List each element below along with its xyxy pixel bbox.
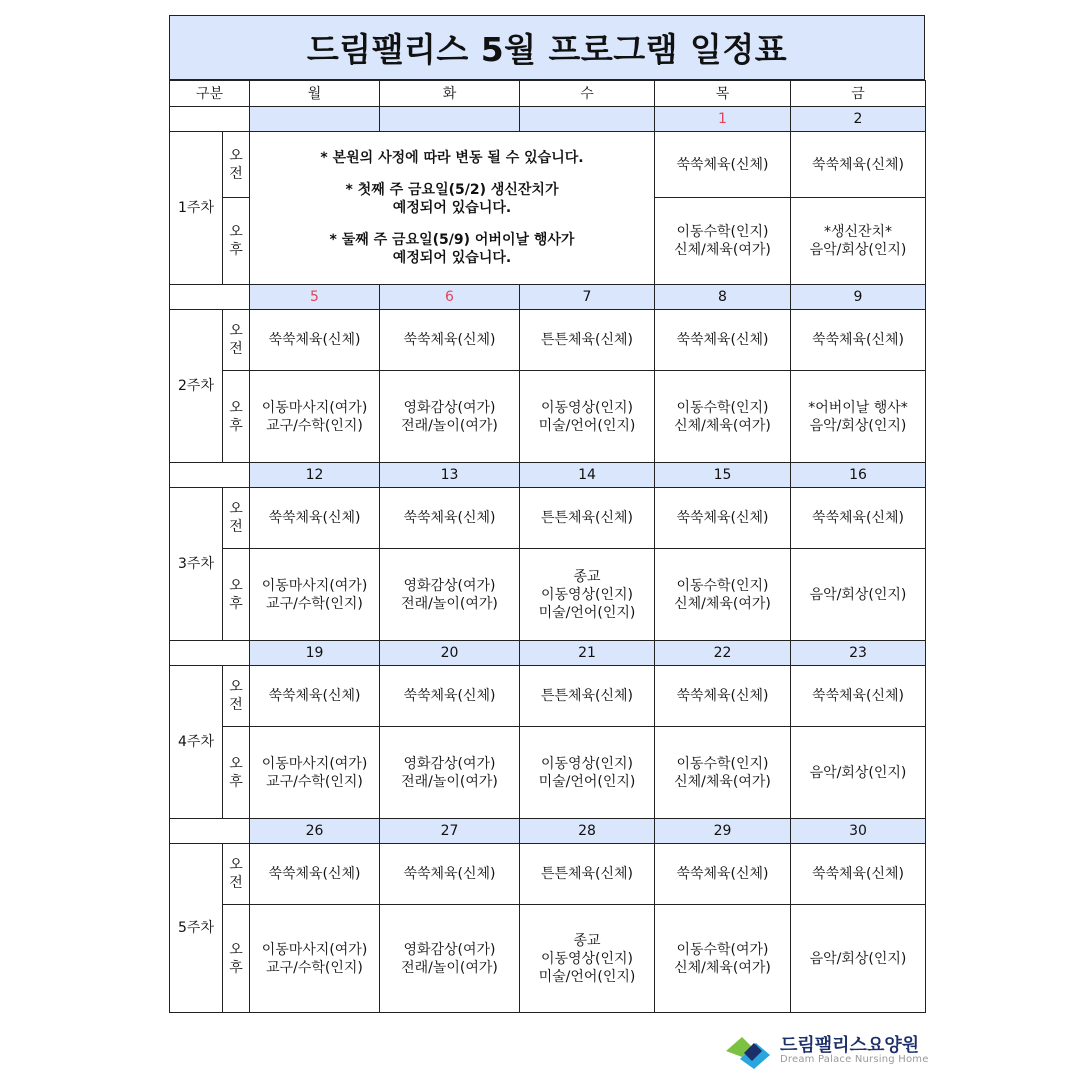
activity-cell: 쑥쑥체육(신체) [250, 310, 380, 371]
activity-cell: 쑥쑥체육(신체) [791, 310, 926, 371]
date-cell: 12 [250, 463, 380, 488]
header-day-mon: 월 [250, 81, 380, 107]
date-row-spacer [170, 107, 250, 132]
date-cell: 15 [655, 463, 791, 488]
activity-cell: 이동마사지(여가) 교구/수학(인지) [250, 549, 380, 641]
activity-cell: 음악/회상(인지) [791, 549, 926, 641]
week2-pm-row [170, 371, 926, 463]
activity-cell: *어버이날 행사* 음악/회상(인지) [791, 371, 926, 463]
page-title: 드림팰리스 5월 프로그램 일정표 [169, 15, 925, 80]
activity-cell: 이동마사지(여가) 교구/수학(인지) [250, 727, 380, 819]
activity-cell: 쑥쑥체육(신체) [791, 666, 926, 727]
activity-cell: 이동수학(여가) 신체/체육(여가) [655, 905, 791, 1013]
date-cell-holiday: 5 [250, 285, 380, 310]
period-am: 오전 [223, 488, 250, 549]
activity-cell: 이동수학(인지) 신체/체육(여가) [655, 371, 791, 463]
notice-line: * 첫째 주 금요일(5/2) 생신잔치가 예정되어 있습니다. [345, 182, 559, 216]
period-am: 오전 [223, 666, 250, 727]
week1-am-row [170, 132, 926, 198]
week3-am-row [170, 488, 926, 549]
date-row-spacer [170, 463, 250, 488]
activity-cell: 쑥쑥체육(신체) [250, 488, 380, 549]
activity-cell: 튼튼체육(신체) [520, 666, 655, 727]
activity-cell: 쑥쑥체육(신체) [655, 488, 791, 549]
date-cell: 13 [380, 463, 520, 488]
date-row-week4 [170, 641, 926, 666]
date-cell: 7 [520, 285, 655, 310]
date-cell: 22 [655, 641, 791, 666]
activity-cell: 쑥쑥체육(신체) [655, 844, 791, 905]
activity-cell: 쑥쑥체육(신체) [655, 666, 791, 727]
activity-cell: 영화감상(여가) 전래/놀이(여가) [380, 371, 520, 463]
date-cell: 9 [791, 285, 926, 310]
date-cell-holiday: 6 [380, 285, 520, 310]
header-category: 구분 [170, 81, 250, 107]
week-label: 4주차 [170, 666, 223, 819]
date-cell [520, 107, 655, 132]
date-cell: 8 [655, 285, 791, 310]
notice-box [250, 132, 655, 285]
schedule-table [169, 80, 926, 1013]
date-cell [380, 107, 520, 132]
activity-cell: 쑥쑥체육(신체) [250, 666, 380, 727]
date-cell: 14 [520, 463, 655, 488]
header-day-thu: 목 [655, 81, 791, 107]
notice-line: * 본원의 사정에 따라 변동 될 수 있습니다. [320, 150, 584, 166]
schedule-sheet [169, 15, 925, 1013]
activity-cell: 튼튼체육(신체) [520, 310, 655, 371]
brand-logo [722, 1027, 932, 1073]
period-pm: 오후 [223, 371, 250, 463]
activity-cell: 쑥쑥체육(신체) [250, 844, 380, 905]
week5-pm-row [170, 905, 926, 1013]
header-row [170, 81, 926, 107]
activity-cell: 쑥쑥체육(신체) [655, 132, 791, 198]
date-row-week3 [170, 463, 926, 488]
week-label: 2주차 [170, 310, 223, 463]
activity-cell: 음악/회상(인지) [791, 905, 926, 1013]
activity-cell: 쑥쑥체육(신체) [791, 132, 926, 198]
activity-cell: 이동영상(인지) 미술/언어(인지) [520, 727, 655, 819]
date-row-week1 [170, 107, 926, 132]
week-label: 3주차 [170, 488, 223, 641]
date-cell: 28 [520, 819, 655, 844]
week-label: 5주차 [170, 844, 223, 1013]
date-row-week5 [170, 819, 926, 844]
date-cell: 29 [655, 819, 791, 844]
period-pm: 오후 [223, 727, 250, 819]
date-cell: 2 [791, 107, 926, 132]
activity-cell: 이동수학(인지) 신체/체육(여가) [655, 198, 791, 285]
activity-cell: 이동영상(인지) 미술/언어(인지) [520, 371, 655, 463]
date-row-spacer [170, 285, 250, 310]
week5-am-row [170, 844, 926, 905]
week4-pm-row [170, 727, 926, 819]
date-cell: 23 [791, 641, 926, 666]
notice-line: * 둘째 주 금요일(5/9) 어버이날 행사가 예정되어 있습니다. [329, 232, 575, 266]
logo-name-korean: 드림팰리스요양원 [780, 1035, 920, 1056]
activity-cell: 이동수학(인지) 신체/체육(여가) [655, 727, 791, 819]
header-day-wed: 수 [520, 81, 655, 107]
date-cell: 19 [250, 641, 380, 666]
period-am: 오전 [223, 132, 250, 198]
activity-cell: 쑥쑥체육(신체) [655, 310, 791, 371]
activity-cell: 쑥쑥체육(신체) [380, 666, 520, 727]
activity-cell: 영화감상(여가) 전래/놀이(여가) [380, 905, 520, 1013]
date-row-week2 [170, 285, 926, 310]
period-pm: 오후 [223, 905, 250, 1013]
week2-am-row [170, 310, 926, 371]
activity-cell: 영화감상(여가) 전래/놀이(여가) [380, 549, 520, 641]
date-cell: 26 [250, 819, 380, 844]
week3-pm-row [170, 549, 926, 641]
week4-am-row [170, 666, 926, 727]
activity-cell: 이동수학(인지) 신체/체육(여가) [655, 549, 791, 641]
activity-cell: 영화감상(여가) 전래/놀이(여가) [380, 727, 520, 819]
date-cell: 21 [520, 641, 655, 666]
date-cell: 27 [380, 819, 520, 844]
activity-cell: 쑥쑥체육(신체) [380, 488, 520, 549]
date-row-spacer [170, 819, 250, 844]
activity-cell: 종교 이동영상(인지) 미술/언어(인지) [520, 549, 655, 641]
header-day-tue: 화 [380, 81, 520, 107]
date-cell: 20 [380, 641, 520, 666]
logo-name-english: Dream Palace Nursing Home [780, 1054, 929, 1065]
activity-cell: 종교 이동영상(인지) 미술/언어(인지) [520, 905, 655, 1013]
logo-mark-icon [722, 1029, 774, 1073]
activity-cell: 튼튼체육(신체) [520, 844, 655, 905]
activity-cell: 이동마사지(여가) 교구/수학(인지) [250, 905, 380, 1013]
date-cell: 30 [791, 819, 926, 844]
date-cell [250, 107, 380, 132]
period-am: 오전 [223, 310, 250, 371]
activity-cell: 쑥쑥체육(신체) [380, 310, 520, 371]
activity-cell: 쑥쑥체육(신체) [791, 844, 926, 905]
period-pm: 오후 [223, 549, 250, 641]
period-pm: 오후 [223, 198, 250, 285]
activity-cell: 튼튼체육(신체) [520, 488, 655, 549]
activity-cell: 쑥쑥체육(신체) [791, 488, 926, 549]
date-cell-holiday: 1 [655, 107, 791, 132]
period-am: 오전 [223, 844, 250, 905]
week-label: 1주차 [170, 132, 223, 285]
date-cell: 16 [791, 463, 926, 488]
activity-cell: 쑥쑥체육(신체) [380, 844, 520, 905]
activity-cell: 이동마사지(여가) 교구/수학(인지) [250, 371, 380, 463]
activity-cell: 음악/회상(인지) [791, 727, 926, 819]
date-row-spacer [170, 641, 250, 666]
activity-cell: *생신잔치* 음악/회상(인지) [791, 198, 926, 285]
header-day-fri: 금 [791, 81, 926, 107]
